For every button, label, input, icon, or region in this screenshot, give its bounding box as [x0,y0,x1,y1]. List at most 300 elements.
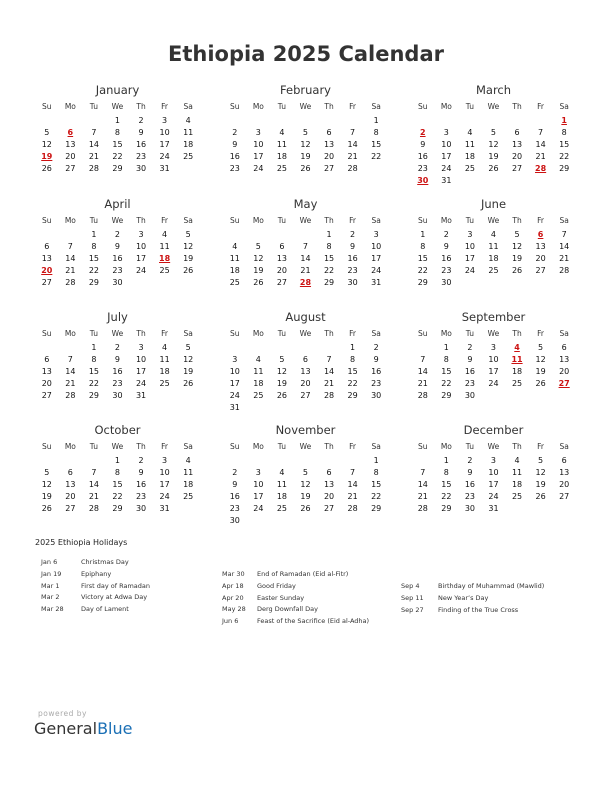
generalblue-logo [34,719,132,738]
month-name: October [94,423,141,437]
weekday-label: Mo [252,102,264,111]
day-cell [294,342,318,354]
day-cell: 11 [464,140,475,149]
holiday-entry [401,593,544,605]
day-cell [341,455,365,467]
day-cell: 28 [347,504,358,513]
weekday-label: We [487,442,500,451]
week-row [223,253,388,265]
day-cell: 5 [44,128,50,137]
week-row [35,253,200,265]
day-cell: 5 [185,230,191,239]
holiday-entry [41,581,150,593]
day-cell: 2 [467,343,473,352]
day-cell [364,515,388,527]
day-cell: 27 [323,164,335,173]
day-cell [364,402,388,414]
weekday-label: Mo [64,102,76,111]
logo-general-text: General [34,719,98,738]
holiday-day-cell: 4 [514,343,520,352]
week-row [223,366,388,378]
day-cell: 21 [347,152,358,161]
day-cell [505,503,529,515]
day-cell: 1 [91,343,97,352]
weekday-label: Mo [64,329,76,338]
weekday-label: Tu [277,329,286,338]
weekday-label: Sa [183,216,193,225]
holiday-date: May 28 [222,605,246,614]
day-cell [247,402,271,414]
week-row [223,467,388,479]
month-name: August [285,310,326,324]
day-cell: 9 [467,355,473,364]
day-cell: 5 [255,242,261,251]
day-cell [458,175,482,187]
weekday-label: Fr [537,329,545,338]
day-cell: 17 [253,152,264,161]
day-cell [294,515,318,527]
day-cell: 29 [441,391,452,400]
week-row [411,241,576,253]
day-cell: 7 [67,355,73,364]
holiday-date: Mar 30 [222,570,245,578]
day-cell: 19 [253,266,264,275]
week-row [35,467,200,479]
weekday-header-row [223,438,388,455]
holiday-entry [222,616,369,628]
month-name: May [293,197,318,211]
day-cell: 18 [488,254,499,263]
day-cell: 20 [559,480,570,489]
day-cell: 23 [347,266,358,275]
day-cell: 15 [112,140,123,149]
day-cell: 25 [229,278,240,287]
day-cell: 23 [135,152,147,161]
week-row [35,455,200,467]
weekday-label: Tu [465,329,474,338]
day-cell: 3 [490,456,497,465]
weekday-label: Sa [183,102,193,111]
day-cell: 4 [279,468,285,477]
weekday-label: Th [324,102,334,111]
day-cell: 23 [417,164,428,173]
day-cell: 21 [347,492,358,501]
day-cell: 4 [255,355,261,364]
day-cell: 31 [135,391,147,400]
day-cell: 24 [464,266,475,275]
week-row [223,390,388,402]
week-row [411,163,576,175]
day-cell: 9 [114,242,121,251]
day-cell: 21 [323,379,335,388]
week-row [35,479,200,491]
week-row [223,163,388,175]
day-cell: 17 [159,480,170,489]
weekday-label: Fr [349,102,357,111]
day-cell: 10 [488,355,499,364]
day-cell: 9 [138,128,144,137]
day-cell: 7 [91,128,97,137]
week-row [411,253,576,265]
day-cell: 31 [488,504,499,513]
day-cell: 5 [490,128,497,137]
day-cell: 13 [300,367,311,376]
day-cell: 26 [300,504,311,513]
week-row [35,115,200,127]
day-cell: 15 [441,480,452,489]
day-cell [59,455,83,467]
day-cell: 20 [511,152,523,161]
week-row [223,491,388,503]
day-cell [411,455,435,467]
day-cell: 10 [159,468,170,477]
day-cell: 28 [88,504,99,513]
day-cell [505,175,529,187]
day-cell: 12 [183,355,194,364]
weekday-label: Sa [371,442,381,451]
weekday-label: Tu [277,442,286,451]
day-cell: 8 [561,128,567,137]
month-january [35,82,200,175]
holiday-date: Jan 19 [41,569,62,578]
day-cell: 3 [373,230,379,239]
day-cell: 16 [417,152,428,161]
holiday-name: Finding of the True Cross [438,605,519,614]
weekday-label: Th [512,329,522,338]
week-row [223,342,388,354]
day-cell: 13 [276,254,287,263]
day-cell: 22 [417,266,428,275]
day-cell [153,277,177,289]
day-cell: 26 [535,492,546,501]
day-cell: 8 [114,468,121,477]
week-row [411,503,576,515]
day-cell: 7 [538,128,544,137]
day-cell: 21 [88,152,99,161]
day-cell: 2 [114,343,121,352]
weekday-label: We [487,216,500,225]
day-cell [458,277,482,289]
week-row [411,491,576,503]
day-cell: 29 [441,504,452,513]
day-cell: 9 [232,480,238,489]
day-cell: 13 [535,242,546,251]
day-cell: 3 [162,116,168,125]
day-cell: 18 [229,266,240,275]
day-cell: 22 [112,492,123,501]
day-cell: 29 [559,164,570,173]
day-cell: 8 [91,242,97,251]
week-row [411,127,576,139]
day-cell [247,342,271,354]
day-cell: 4 [232,242,238,251]
holiday-entry [222,604,369,616]
day-cell: 22 [88,379,99,388]
day-cell: 28 [88,164,99,173]
day-cell [35,455,59,467]
day-cell: 4 [185,456,191,465]
day-cell: 9 [467,468,473,477]
day-cell [317,455,341,467]
day-cell [482,115,506,127]
weekday-header-row [411,98,576,115]
day-cell [223,115,247,127]
day-cell: 2 [232,468,238,477]
day-cell: 18 [183,480,194,489]
day-cell: 25 [511,492,523,501]
day-cell: 11 [159,355,170,364]
weekday-label: Su [418,216,428,225]
day-cell [294,229,318,241]
weekday-label: Su [418,102,428,111]
day-cell: 20 [276,266,287,275]
month-name: June [480,197,507,211]
weekday-header-row [411,212,576,229]
weekday-label: Su [230,102,240,111]
day-cell: 6 [326,128,332,137]
weekday-label: Fr [537,442,545,451]
day-cell: 10 [441,140,452,149]
day-cell: 26 [41,164,52,173]
weekday-label: Su [42,102,52,111]
day-cell: 22 [559,152,570,161]
month-name: April [104,197,131,211]
holiday-column [41,557,150,616]
holiday-day-cell: 28 [299,278,312,287]
day-cell: 30 [112,391,123,400]
day-cell: 19 [41,492,52,501]
holiday-date: Sep 11 [401,593,424,602]
day-cell [552,503,576,515]
weekday-label: Fr [349,216,357,225]
day-cell: 17 [464,254,475,263]
weekday-label: We [111,102,124,111]
day-cell [153,390,177,402]
day-cell: 5 [538,456,544,465]
day-cell: 20 [559,367,570,376]
weekday-label: Tu [465,216,474,225]
day-cell: 30 [112,278,123,287]
weekday-header-row [223,98,388,115]
day-cell: 11 [276,480,287,489]
day-cell: 4 [162,343,168,352]
week-row [223,151,388,163]
week-row [35,229,200,241]
day-cell: 27 [535,266,546,275]
week-row [411,265,576,277]
weekday-label: Sa [371,102,381,111]
month-september [411,309,576,402]
weekday-label: Mo [64,216,76,225]
weekday-label: Th [136,329,146,338]
holiday-name: Derg Downfall Day [257,605,318,614]
day-cell: 12 [488,140,499,149]
day-cell: 19 [300,152,311,161]
day-cell [35,115,59,127]
day-cell [482,175,506,187]
week-row [411,139,576,151]
day-cell: 17 [229,379,240,388]
day-cell: 11 [253,367,264,376]
day-cell: 21 [417,492,428,501]
day-cell: 23 [229,164,240,173]
day-cell: 3 [232,355,238,364]
holiday-entry [222,581,369,593]
day-cell: 24 [488,492,499,501]
day-cell: 2 [350,230,356,239]
day-cell: 13 [65,480,76,489]
day-cell: 11 [183,128,194,137]
day-cell: 30 [464,504,475,513]
day-cell: 10 [229,367,240,376]
week-row [411,455,576,467]
day-cell: 25 [183,492,194,501]
day-cell: 6 [514,128,520,137]
holiday-day-cell: 6 [67,128,74,137]
weekday-label: Mo [252,216,264,225]
day-cell: 19 [276,379,287,388]
weekday-label: Su [42,216,52,225]
weekday-label: Th [512,216,522,225]
day-cell: 23 [441,266,452,275]
weekday-label: Sa [183,442,193,451]
day-cell [317,515,341,527]
day-cell [411,342,435,354]
day-cell: 7 [350,128,356,137]
day-cell: 8 [420,242,426,251]
weekday-header-row [411,325,576,342]
holiday-date: Sep 27 [401,605,424,614]
day-cell: 8 [443,468,449,477]
day-cell: 29 [88,278,99,287]
week-row [35,378,200,390]
holiday-date: Jun 6 [222,617,239,626]
day-cell: 7 [302,242,309,251]
holiday-name: Victory at Adwa Day [81,593,148,602]
day-cell: 11 [511,468,523,477]
day-cell: 18 [253,379,264,388]
day-cell [270,515,294,527]
day-cell: 19 [535,480,546,489]
day-cell: 23 [112,266,123,275]
day-cell: 21 [300,266,311,275]
day-cell: 27 [41,391,52,400]
holiday-entry [41,557,150,569]
day-cell: 15 [88,254,99,263]
day-cell: 25 [511,379,523,388]
day-cell: 1 [443,343,449,352]
day-cell: 21 [559,254,570,263]
day-cell [317,342,341,354]
weekday-label: We [487,329,500,338]
day-cell: 15 [88,367,99,376]
day-cell: 23 [464,492,475,501]
day-cell: 1 [443,456,449,465]
day-cell: 13 [65,140,76,149]
week-row [35,342,200,354]
day-cell: 27 [511,164,523,173]
weekday-label: Mo [252,329,264,338]
day-cell: 19 [183,254,194,263]
holiday-date: Mar 1 [41,581,60,590]
day-cell: 28 [65,278,76,287]
day-cell: 22 [88,266,99,275]
day-cell: 17 [159,140,170,149]
day-cell: 5 [514,230,520,239]
week-row [223,241,388,253]
weekday-label: Sa [183,329,193,338]
day-cell: 3 [490,343,497,352]
holiday-date: Jan 6 [41,558,58,566]
weekday-label: Mo [440,442,452,451]
holiday-date: Mar 28 [41,605,64,614]
day-cell: 15 [112,480,123,489]
day-cell [341,515,365,527]
weekday-label: Mo [440,102,452,111]
day-cell: 15 [371,480,382,489]
day-cell: 12 [535,355,546,364]
day-cell: 14 [535,140,546,149]
day-cell: 8 [350,355,356,364]
holiday-entry [401,605,544,617]
day-cell [341,402,365,414]
day-cell: 21 [65,266,76,275]
day-cell [529,277,553,289]
holiday-name: Feast of the Sacrifice (Eid al-Adha) [257,617,370,626]
day-cell: 5 [302,468,309,477]
day-cell: 12 [300,480,311,489]
weekday-label: Fr [537,102,545,111]
weekday-label: Tu [465,102,474,111]
day-cell: 10 [159,128,170,137]
weekday-label: Tu [89,216,98,225]
day-cell: 3 [162,456,168,465]
day-cell: 2 [467,456,473,465]
day-cell: 11 [183,468,194,477]
weekday-label: Tu [465,442,474,451]
day-cell: 17 [488,480,499,489]
weekday-label: We [111,216,124,225]
weekday-label: Sa [559,216,569,225]
week-row [411,390,576,402]
day-cell: 16 [464,480,475,489]
week-row [223,277,388,289]
weekday-label: Fr [349,329,357,338]
day-cell: 31 [159,164,170,173]
day-cell [59,342,83,354]
day-cell: 17 [135,367,147,376]
day-cell [529,115,553,127]
day-cell: 21 [88,492,99,501]
day-cell: 12 [276,367,287,376]
weekday-label: Su [42,329,52,338]
day-cell: 16 [229,152,240,161]
holiday-name: Good Friday [257,581,296,590]
day-cell: 31 [441,176,452,185]
day-cell: 9 [350,242,356,251]
day-cell: 1 [114,116,121,125]
weekday-label: Fr [161,442,169,451]
day-cell [364,163,388,175]
day-cell: 25 [464,164,475,173]
day-cell: 20 [65,152,76,161]
day-cell [247,455,271,467]
day-cell: 20 [323,492,335,501]
day-cell: 25 [159,379,170,388]
week-row [411,467,576,479]
month-december [411,422,576,515]
week-row [223,479,388,491]
